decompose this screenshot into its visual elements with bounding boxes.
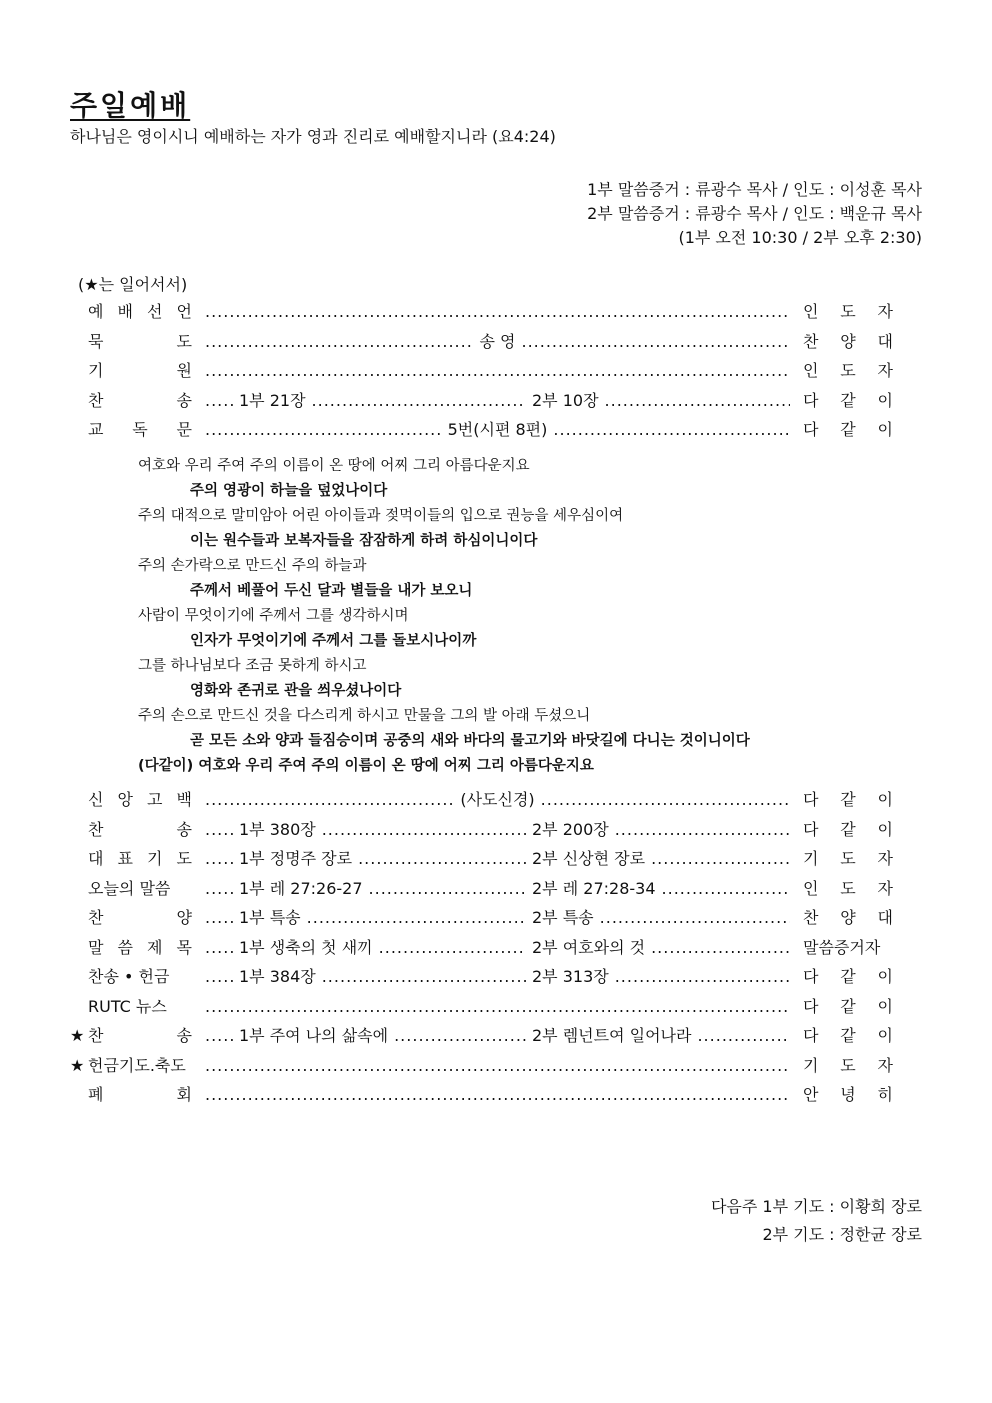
order-item-role: [803, 1022, 893, 1050]
order-label-char: 찬: [88, 1026, 104, 1045]
order-item-label: [88, 1052, 192, 1080]
order-role-char: 이: [877, 1026, 893, 1045]
leader-dots: [205, 298, 790, 326]
leader-dots: [205, 786, 454, 814]
leader-dots: [312, 387, 526, 415]
order-item-role: [803, 298, 893, 326]
order-role-char: 기: [803, 849, 819, 868]
order-item-detail: 송 영: [479, 331, 516, 351]
preacher-line-2: 2부 말씀증거 : 류광수 목사 / 인도 : 백운규 목사: [587, 204, 922, 223]
part2-detail: 2부 313장: [532, 967, 609, 986]
order-role-char: 찬: [803, 331, 819, 351]
order-label-char: 기: [147, 849, 163, 868]
order-label-char: 앙: [117, 790, 133, 809]
order-row: [70, 387, 900, 415]
order-item-role: [803, 328, 893, 356]
part1-detail: 1부 생축의 첫 새끼: [239, 937, 373, 957]
standing-note: (★는 일어서서): [78, 275, 188, 294]
service-times: (1부 오전 10:30 / 2부 오후 2:30): [678, 228, 922, 247]
order-role-char: 다: [803, 390, 819, 410]
part1-detail: 1부 380장: [239, 819, 316, 839]
leader-dots: [322, 963, 526, 991]
order-role-char: 같: [840, 390, 856, 410]
order-label-char: 찬: [88, 390, 104, 410]
order-item-label: [88, 786, 192, 814]
leader-dots-short: [205, 963, 233, 991]
order-leader: [205, 1081, 790, 1109]
order-row: [70, 816, 900, 844]
order-role-char: 같: [840, 1026, 856, 1045]
reading-lead-line: 여호와 우리 주여 주의 이름이 온 땅에 어찌 그리 아름다운지요: [138, 458, 530, 474]
order-item-label: [88, 387, 192, 415]
order-label-char: 양: [176, 908, 192, 927]
order-role-char: 같: [840, 967, 856, 986]
standing-star: ★: [70, 1026, 85, 1045]
leader-dots: [205, 416, 442, 444]
order-role-char: 자: [877, 302, 893, 321]
order-role-char: 도: [840, 878, 856, 898]
order-label-char: 선: [147, 302, 163, 321]
order-label-char: 신: [88, 790, 104, 809]
order-label-char: 헌금기도.축도: [88, 1055, 186, 1075]
order-label-char: 찬: [88, 908, 104, 927]
leader-dots-short: [205, 934, 233, 962]
order-row: [70, 1052, 900, 1080]
leader-dots: [205, 328, 474, 356]
order-item-label: [88, 1081, 192, 1109]
order-row: [70, 357, 900, 385]
order-label-char: 도: [176, 849, 192, 868]
page-title: 주일예배: [70, 89, 191, 122]
reading-response-line: 주께서 베풀어 두신 달과 별들을 내가 보오니: [190, 583, 473, 599]
order-role-char: 양: [840, 908, 856, 927]
order-label-char: 폐: [88, 1085, 104, 1104]
order-leader: [205, 328, 790, 356]
part2-detail: 2부 200장: [532, 819, 609, 839]
order-role-char: 인: [803, 302, 819, 321]
order-role-char: 자: [877, 1055, 893, 1075]
order-role-char: 다: [803, 790, 819, 809]
order-row: [70, 1081, 900, 1109]
order-leader: [205, 357, 790, 385]
order-row: [70, 328, 900, 356]
part1-detail: 1부 384장: [239, 967, 316, 986]
order-leader: [205, 993, 790, 1021]
part2-detail: 2부 여호와의 것: [532, 937, 646, 957]
leader-dots: [615, 963, 790, 991]
preacher-info: [587, 178, 922, 250]
order-label-char: 회: [176, 1085, 192, 1104]
order-role-char: 말씀증거자: [803, 937, 881, 957]
leader-dots: [605, 387, 790, 415]
order-role-char: 자: [877, 361, 893, 380]
reading-response-line: 곧 모든 소와 양과 들짐승이며 공중의 새와 바다의 물고기와 바닷길에 다니는 것이니이다: [190, 733, 750, 749]
order-label-char: 도: [176, 331, 192, 351]
part2-detail: 2부 렘넌트여 일어나라: [532, 1026, 692, 1045]
part2-detail: 2부 특송: [532, 908, 594, 927]
order-role-char: 같: [840, 996, 856, 1016]
order-item-role: [803, 786, 893, 814]
order-item-role: [803, 416, 893, 444]
order-label-char: 언: [176, 302, 192, 321]
order-role-char: 이: [877, 819, 893, 839]
order-leader: [205, 1052, 790, 1080]
part1-detail: 1부 정명주 장로: [239, 849, 353, 868]
order-role-char: 같: [840, 790, 856, 809]
order-row: [70, 1022, 900, 1050]
order-label-char: 예: [88, 302, 104, 321]
order-label-char: 송: [176, 819, 192, 839]
order-label-char: 말: [88, 937, 104, 957]
order-label-char: 독: [132, 420, 148, 439]
order-role-char: 도: [840, 1055, 856, 1075]
next-week-prayer: [711, 1193, 922, 1249]
order-label-char: 송: [176, 390, 192, 410]
order-item-label: [88, 845, 192, 873]
reading-lead-line: 사람이 무엇이기에 주께서 그를 생각하시며: [138, 608, 409, 624]
reading-response-line: 이는 원수들과 보복자들을 잠잠하게 하려 하심이니이다: [190, 533, 538, 549]
order-leader: [205, 298, 790, 326]
order-label-char: 표: [117, 849, 133, 868]
order-item-detail: (사도신경): [460, 790, 535, 809]
leader-dots: [205, 1052, 790, 1080]
order-role-char: 이: [877, 996, 893, 1016]
order-row: [70, 904, 900, 932]
order-row: [70, 416, 900, 444]
order-role-char: 다: [803, 819, 819, 839]
leader-dots: [541, 786, 790, 814]
order-label-char: 대: [88, 849, 104, 868]
leader-dots: [307, 904, 526, 932]
preacher-line-1: 1부 말씀증거 : 류광수 목사 / 인도 : 이성훈 목사: [587, 180, 922, 199]
leader-dots: [662, 875, 790, 903]
order-item-role: [803, 904, 893, 932]
order-role-char: 자: [877, 849, 893, 868]
leader-dots: [651, 845, 790, 873]
order-role-char: 인: [803, 361, 819, 380]
order-label-char: 제: [147, 937, 163, 957]
next-week-line-2: 2부 기도 : 정한균 장로: [762, 1225, 922, 1244]
leader-dots: [205, 993, 790, 1021]
leader-dots: [600, 904, 790, 932]
order-label-char: 씀: [117, 937, 133, 957]
reading-response-line: 인자가 무엇이기에 주께서 그를 돌보시나이까: [190, 633, 477, 649]
part1-detail: 1부 주여 나의 삶속에: [239, 1026, 389, 1045]
leader-dots: [553, 416, 790, 444]
order-item-role: [803, 816, 893, 844]
reading-response-line: 주의 영광이 하늘을 덮었나이다: [190, 483, 388, 499]
order-row: [70, 963, 900, 991]
order-role-char: 다: [803, 967, 819, 986]
leader-dots-short: [205, 875, 233, 903]
order-item-label: [88, 1022, 192, 1050]
order-leader: [205, 845, 790, 873]
order-item-label: [88, 904, 192, 932]
leader-dots-short: [205, 904, 233, 932]
order-item-detail: 5번(시편 8편): [447, 420, 548, 439]
order-leader: [205, 963, 790, 991]
order-label-char: 오늘의 말씀: [88, 878, 171, 898]
order-label-char: 교: [88, 420, 104, 439]
leader-dots: [358, 845, 526, 873]
order-leader: [205, 786, 790, 814]
order-item-label: [88, 993, 192, 1021]
leader-dots-short: [205, 1022, 233, 1050]
part2-detail: 2부 레 27:28-34: [532, 878, 656, 898]
order-label-char: 고: [147, 790, 163, 809]
order-item-role: [803, 993, 893, 1021]
order-label-char: 찬: [88, 819, 104, 839]
order-item-label: [88, 328, 192, 356]
order-role-char: 다: [803, 996, 819, 1016]
order-role-char: 자: [877, 878, 893, 898]
order-item-label: [88, 357, 192, 385]
order-role-char: 기: [803, 1055, 819, 1075]
order-role-char: 이: [877, 967, 893, 986]
order-item-role: [803, 1052, 893, 1080]
order-label-char: 목: [176, 937, 192, 957]
leader-dots: [615, 816, 790, 844]
reading-lead-line: 주의 대적으로 말미암아 어린 아이들과 젖먹이들의 입으로 권능을 세우심이여: [138, 508, 624, 524]
leader-dots: [394, 1022, 526, 1050]
order-role-char: 안: [803, 1085, 819, 1104]
order-role-char: 다: [803, 1026, 819, 1045]
order-leader: [205, 904, 790, 932]
responsive-reading: [138, 454, 918, 779]
next-week-line-1: 다음주 1부 기도 : 이황희 장로: [710, 1197, 922, 1216]
order-label-char: 송: [176, 1026, 192, 1045]
leader-dots: [651, 934, 790, 962]
order-role-char: 도: [840, 849, 856, 868]
order-role-char: 대: [877, 331, 893, 351]
order-item-label: [88, 816, 192, 844]
order-item-role: [803, 963, 893, 991]
reading-response-line: 영화와 존귀로 관을 씌우셨나이다: [190, 683, 402, 699]
order-role-char: 히: [877, 1085, 893, 1104]
part1-detail: 1부 레 27:26-27: [239, 878, 363, 898]
order-row: [70, 786, 900, 814]
order-role-char: 녕: [840, 1085, 856, 1104]
order-item-label: [88, 875, 192, 903]
order-role-char: 양: [840, 331, 856, 351]
order-role-char: 대: [877, 908, 893, 927]
order-item-role: [803, 1081, 893, 1109]
order-role-char: 찬: [803, 908, 819, 927]
part2-detail: 2부 신상현 장로: [532, 849, 646, 868]
leader-dots-short: [205, 845, 233, 873]
order-row: [70, 875, 900, 903]
order-leader: [205, 387, 790, 415]
leader-dots-short: [205, 816, 233, 844]
order-role-char: 이: [877, 390, 893, 410]
order-leader: [205, 934, 790, 962]
leader-dots-short: [205, 387, 233, 415]
order-item-role: [803, 387, 893, 415]
order-role-char: 도: [840, 361, 856, 380]
order-label-char: 원: [176, 361, 192, 380]
order-label-char: 묵: [88, 331, 104, 351]
order-role-char: 이: [877, 420, 893, 439]
order-item-label: [88, 298, 192, 326]
reading-lead-line: 그를 하나님보다 조금 못하게 하시고: [138, 658, 367, 674]
order-row: [70, 298, 900, 326]
scripture-verse: 하나님은 영이시니 예배하는 자가 영과 진리로 예배할지니라 (요4:24): [70, 127, 556, 146]
order-row: [70, 845, 900, 873]
order-label-char: 백: [176, 790, 192, 809]
order-leader: [205, 416, 790, 444]
order-label-char: 배: [117, 302, 133, 321]
reading-unison-line: (다같이) 여호와 우리 주여 주의 이름이 온 땅에 어찌 그리 아름다운지요: [138, 758, 594, 774]
order-role-char: 이: [877, 790, 893, 809]
order-role-char: 인: [803, 878, 819, 898]
order-row: [70, 993, 900, 1021]
order-item-label: [88, 416, 192, 444]
order-leader: [205, 816, 790, 844]
order-label-char: 기: [88, 361, 104, 380]
leader-dots: [379, 934, 526, 962]
order-label-char: 문: [176, 420, 192, 439]
order-item-role: [803, 357, 893, 385]
leader-dots: [522, 328, 791, 356]
reading-lead-line: 주의 손으로 만드신 것을 다스리게 하시고 만물을 그의 발 아래 두셨으니: [138, 708, 591, 724]
leader-dots: [205, 357, 790, 385]
order-item-role: [803, 875, 893, 903]
order-leader: [205, 1022, 790, 1050]
order-label-char: 찬송 • 헌금: [88, 967, 170, 986]
part1-detail: 1부 21장: [239, 390, 306, 410]
leader-dots: [369, 875, 526, 903]
order-item-role: [803, 934, 893, 962]
order-item-role: [803, 845, 893, 873]
order-label-char: RUTC 뉴스: [88, 996, 167, 1016]
reading-lead-line: 주의 손가락으로 만드신 주의 하늘과: [138, 558, 367, 574]
order-role-char: 다: [803, 420, 819, 439]
order-role-char: 같: [840, 420, 856, 439]
leader-dots: [322, 816, 526, 844]
order-row: [70, 934, 900, 962]
order-role-char: 같: [840, 819, 856, 839]
order-role-char: 도: [840, 302, 856, 321]
order-leader: [205, 875, 790, 903]
part2-detail: 2부 10장: [532, 390, 599, 410]
leader-dots: [697, 1022, 790, 1050]
leader-dots: [205, 1081, 790, 1109]
standing-star: ★: [70, 1055, 85, 1075]
order-item-label: [88, 963, 192, 991]
part1-detail: 1부 특송: [239, 908, 301, 927]
order-item-label: [88, 934, 192, 962]
